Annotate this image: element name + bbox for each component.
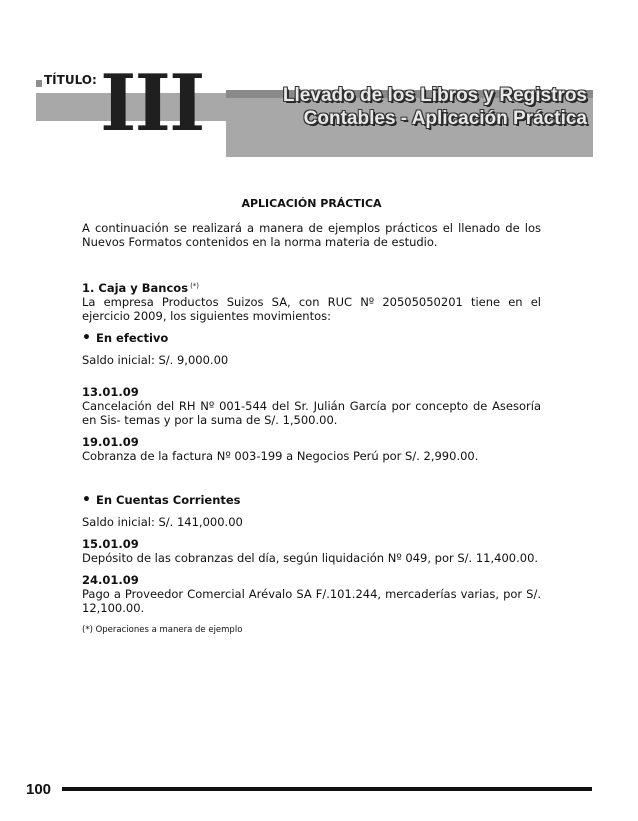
section-label: TÍTULO: xyxy=(44,73,97,87)
bullet-icon: • xyxy=(82,330,91,346)
entry-date: 15.01.09 xyxy=(82,537,139,551)
item-1-text: La empresa Productos Suizos SA, con RUC Nº 20505050201 tiene en el ejercicio 2009, los siguientes movimientos: xyxy=(82,295,541,323)
entry-date: 19.01.09 xyxy=(82,435,139,449)
page-title-line-1: Llevado de los Libros y Registros xyxy=(282,85,587,106)
page-title-line-2: Contables - Aplicación Práctica xyxy=(303,108,587,129)
footer-rule xyxy=(62,787,592,791)
item-1-title: 1. Caja y Bancos xyxy=(82,281,189,295)
intro-paragraph: A continuación se realizará a manera de ejemplos prácticos el llenado de los Nuevos Formatos contenidos en la norma materia de estudio. xyxy=(82,221,541,249)
page-content xyxy=(82,197,541,637)
efectivo-title: En efectivo xyxy=(96,331,169,345)
corrientes-heading xyxy=(82,493,541,507)
item-1-heading xyxy=(82,279,541,295)
note-mark: (*) xyxy=(190,282,200,290)
efectivo-heading xyxy=(82,331,541,345)
footnote: (*) Operaciones a manera de ejemplo xyxy=(82,625,243,635)
entry-date: 13.01.09 xyxy=(82,385,139,399)
entry-text: Cancelación del RH Nº 001-544 del Sr. Julián García por concepto de Asesoría en Sis- temas y por la suma de S/. 1,500.00. xyxy=(82,399,541,427)
efectivo-saldo: Saldo inicial: S/. 9,000.00 xyxy=(82,353,229,367)
corrientes-title: En Cuentas Corrientes xyxy=(96,493,241,507)
page-number: 100 xyxy=(26,781,52,798)
entry-text: Pago a Proveedor Comercial Arévalo SA F/.101.244, mercaderías varias, por S/. 12,100.00. xyxy=(82,587,541,615)
section-heading: APLICACIÓN PRÁCTICA xyxy=(241,197,382,210)
bullet-icon: • xyxy=(82,492,91,508)
entry-date: 24.01.09 xyxy=(82,573,139,587)
entry-text: Cobranza de la factura Nº 003-199 a Negocios Perú por S/. 2,990.00. xyxy=(82,449,479,463)
corrientes-saldo: Saldo inicial: S/. 141,000.00 xyxy=(82,515,243,529)
entry-text: Depósito de las cobranzas del día, según liquidación Nº 049, por S/. 11,400.00. xyxy=(82,551,539,565)
title-band xyxy=(36,58,593,158)
chapter-numeral: III xyxy=(100,58,204,149)
